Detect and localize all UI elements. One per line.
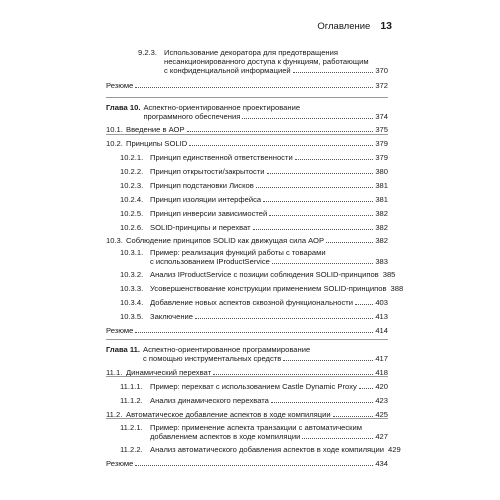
entry-number: 11.1.1.	[120, 382, 143, 391]
entry-number: 11.1.	[106, 368, 123, 377]
entry-number: 10.2.	[106, 139, 123, 148]
toc-entry	[106, 284, 404, 293]
dot-leader	[269, 215, 373, 216]
entry-title: Принцип инверсии зависимостей	[150, 209, 268, 218]
entry-number: 11.2.2.	[120, 445, 143, 454]
entry-number: 10.3.2.	[120, 270, 144, 279]
dot-leader	[135, 465, 373, 466]
dot-leader	[293, 72, 374, 73]
toc-summary-entry	[106, 459, 388, 468]
entry-title: Заключение	[150, 312, 194, 321]
dot-leader	[333, 416, 374, 417]
section-divider	[106, 134, 388, 135]
entry-page-number: 380	[375, 167, 388, 176]
entry-number: 10.2.1.	[120, 153, 144, 162]
entry-title-line: Пример: реализация функций работы с товарами	[150, 248, 326, 257]
dot-leader	[195, 318, 373, 319]
toc-entry	[106, 125, 388, 134]
entry-number: 10.2.4.	[120, 195, 144, 204]
dot-leader	[267, 173, 374, 174]
dot-leader	[189, 145, 373, 146]
dot-leader	[295, 159, 374, 160]
entry-title: с конфиденциальной информацией	[164, 66, 291, 75]
dot-leader	[253, 229, 374, 230]
entry-page-number: 414	[375, 326, 388, 335]
entry-page-number: 423	[375, 396, 388, 405]
dot-leader	[135, 332, 373, 333]
entry-page-number: 382	[375, 236, 388, 245]
entry-page-number: 370	[375, 66, 388, 75]
entry-title: Пример: перехват с использованием Castle Dynamic Proxy	[150, 382, 357, 391]
entry-title: Принцип единственной ответственности	[150, 153, 293, 162]
entry-page-number: 382	[375, 223, 388, 232]
entry-title: добавлением аспектов в ходе компиляции	[150, 432, 301, 441]
entry-number: 10.1.	[106, 125, 123, 134]
entry-page-number: 381	[375, 195, 388, 204]
dot-leader	[187, 131, 374, 132]
entry-page-number: 427	[375, 432, 388, 441]
dot-leader	[283, 360, 373, 361]
section-divider	[106, 418, 388, 419]
running-header	[317, 20, 392, 32]
entry-title: Принципы SOLID	[126, 139, 188, 148]
entry-title-line: несанкционированного доступа к функциям, работающим	[164, 57, 369, 66]
dot-leader	[272, 263, 373, 264]
toc-entry	[106, 223, 388, 232]
entry-title: с помощью инструментальных средств	[143, 354, 282, 363]
dot-leader	[135, 87, 373, 88]
entry-page-number: 383	[375, 257, 388, 266]
entry-title-line: Использование декоратора для предотвращения	[164, 48, 338, 57]
entry-title: Резюме	[106, 459, 134, 468]
toc-entry	[106, 195, 388, 204]
dot-leader	[355, 304, 373, 305]
entry-number: 10.2.2.	[120, 167, 144, 176]
entry-page-number: 434	[375, 459, 388, 468]
entry-page-number: 388	[390, 284, 404, 293]
entry-title: Динамический перехват	[126, 368, 212, 377]
entry-title: Соблюдение принципов SOLID как движущая сила АОР	[126, 236, 325, 245]
entry-title: Введение в АОР	[126, 125, 185, 134]
dot-leader	[271, 402, 373, 403]
toc-summary-entry	[106, 81, 388, 90]
entry-title: Принцип подстановки Лисков	[150, 181, 254, 190]
entry-page-number: 381	[375, 181, 388, 190]
toc-entry	[106, 48, 388, 75]
entry-number: 10.2.5.	[120, 209, 144, 218]
entry-title: Принцип изоляции интерфейса	[150, 195, 262, 204]
toc-entry	[106, 423, 388, 441]
entry-title: Анализ IProductService с позиции соблюдения SOLID-принципов	[150, 270, 379, 279]
entry-title: Автоматическое добавление аспектов в ходе компиляции	[126, 410, 331, 419]
dot-leader	[242, 118, 373, 119]
dot-leader	[213, 374, 373, 375]
entry-page-number: 417	[375, 354, 388, 363]
toc-entry	[106, 167, 388, 176]
section-title: Оглавление	[317, 21, 371, 32]
entry-title-line: Пример: применение аспекта транзакции с автоматическим	[150, 423, 362, 432]
entry-number: 10.2.6.	[120, 223, 144, 232]
dot-leader	[326, 242, 373, 243]
entry-title: программного обеспечения	[143, 112, 241, 121]
entry-title: Принцип открытости/закрытости	[150, 167, 265, 176]
toc-summary-entry	[106, 326, 388, 335]
entry-page-number: 413	[375, 312, 388, 321]
entry-page-number: 418	[375, 368, 388, 377]
entry-title: Добавление новых аспектов сквозной функциональности	[150, 298, 353, 307]
entry-title: Анализ динамического перехвата	[150, 396, 269, 405]
section-divider	[106, 376, 388, 377]
entry-page-number: 429	[388, 445, 401, 454]
entry-number: 11.2.	[106, 410, 123, 419]
toc-entry	[106, 248, 388, 266]
entry-title: Резюме	[106, 81, 134, 90]
entry-number: Глава 11.	[106, 345, 141, 354]
entry-number: 10.3.4.	[120, 298, 144, 307]
entry-page-number: 372	[375, 81, 388, 90]
entry-number: 11.2.1.	[120, 423, 143, 432]
entry-page-number: 385	[382, 270, 396, 279]
entry-title: SOLID-принципы и перехват	[150, 223, 251, 232]
entry-number: 10.3.3.	[120, 284, 144, 293]
entry-number: 11.1.2.	[120, 396, 143, 405]
toc-entry	[106, 153, 388, 162]
entry-title: Усовершенствование конструкции применением SOLID-принципов	[150, 284, 387, 293]
dot-leader	[263, 201, 373, 202]
entry-number: 10.3.5.	[120, 312, 144, 321]
section-divider	[106, 97, 388, 98]
dot-leader	[359, 388, 374, 389]
entry-title-line: Аспектно-ориентированное проектирование	[143, 103, 301, 112]
entry-title: Резюме	[106, 326, 134, 335]
entry-number: Глава 10.	[106, 103, 141, 112]
page-number: 13	[380, 20, 392, 32]
dot-leader	[256, 187, 374, 188]
entry-title: Анализ автоматического добавления аспектов в ходе компиляции	[150, 445, 384, 454]
toc-entry	[106, 396, 388, 405]
toc-entry	[106, 382, 388, 391]
entry-title: с использованием IProductService	[150, 257, 270, 266]
toc-entry	[106, 139, 388, 148]
entry-page-number: 379	[375, 139, 388, 148]
entry-page-number: 420	[375, 382, 388, 391]
toc-entry	[106, 236, 388, 245]
toc-entry	[106, 181, 388, 190]
toc-entry	[106, 312, 388, 321]
entry-page-number: 375	[375, 125, 388, 134]
dot-leader	[302, 438, 373, 439]
toc-chapter-entry	[106, 103, 388, 121]
section-divider	[106, 339, 388, 340]
toc-chapter-entry	[106, 345, 388, 363]
entry-number: 9.2.3.	[138, 48, 157, 57]
entry-page-number: 425	[375, 410, 388, 419]
toc-entry	[106, 270, 396, 279]
toc-entry	[106, 298, 388, 307]
entry-page-number: 382	[375, 209, 388, 218]
entry-number: 10.2.3.	[120, 181, 144, 190]
toc-entry	[106, 209, 388, 218]
entry-page-number: 374	[375, 112, 388, 121]
entry-title-line: Аспектно-ориентированное программирование	[143, 345, 311, 354]
entry-number: 10.3.1.	[120, 248, 144, 257]
entry-page-number: 379	[375, 153, 388, 162]
entry-number: 10.3.	[106, 236, 123, 245]
toc-entry	[106, 445, 401, 454]
entry-page-number: 403	[375, 298, 388, 307]
